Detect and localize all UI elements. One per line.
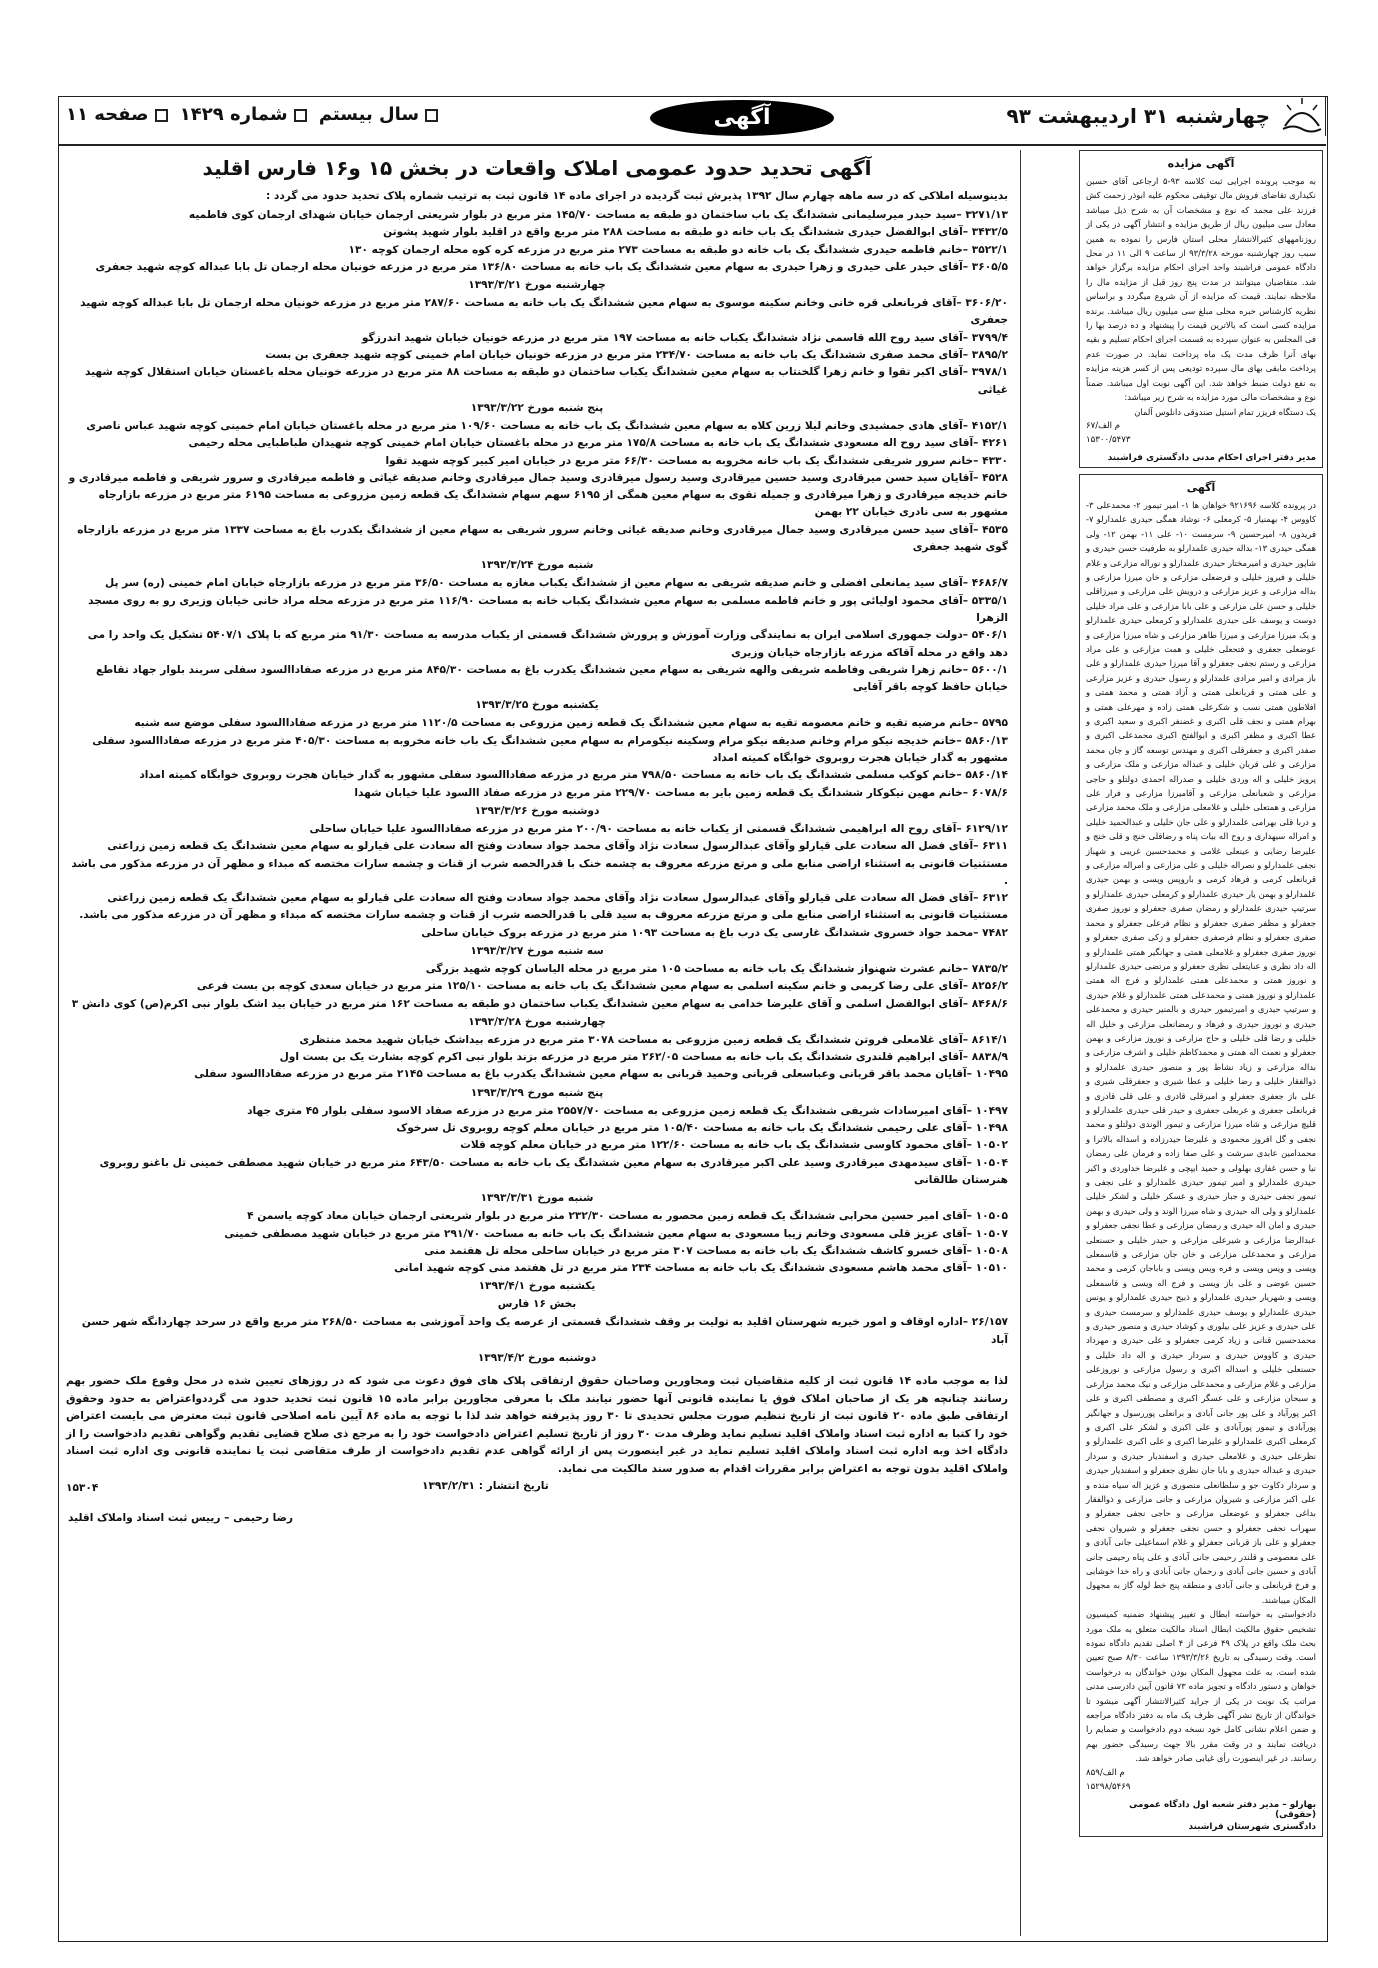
property-entry: ۳۴۳۲/۵ –آقای ابوالفضل حیدری ششدانگ یک باب خانه دو طبقه به مساحت ۲۸۸ متر مربع واقع در اقلید بلوار شهید پشوتن <box>383 226 1008 239</box>
property-entry: ۱۰۵۰۵ –آقای امیر حسین محرابی ششدانگ یک قطعه زمین محصور به مساحت ۲۳۲/۳۰ متر مربع در بلوار شریعتی ارجمان خیابان معاد کوچه یاسمن ۴ <box>247 1210 1008 1223</box>
property-entry: ۳۶۰۵/۵ –آقای حیدر علی حیدری و زهرا حیدری به سهام معین ششدانگ یک باب خانه به مساحت ۱۳۶/۸۰ متر مربع در مزرعه خونیان محله ارجمان تل بابا عبداله کوچه شهید جعفری <box>95 260 1008 273</box>
sun-logo-icon <box>1279 96 1325 136</box>
property-entry: ۱۰۴۹۷ –آقای امیرسادات شریفی ششدانگ یک قطعه زمین مزروعی به مساحت ۲۵۵۷/۷۰ متر مربع در مزرعه صفاد الاسود سفلی بلوار ۴۵ متری جهاد <box>247 1104 1008 1117</box>
court-notice <box>1079 474 1323 1837</box>
session-date-heading: شنبه مورخ ۱۳۹۳/۳/۳۱ <box>480 1192 594 1205</box>
auction-title: آگهی مزایده <box>1167 157 1235 170</box>
issue-year: سال بیستم <box>318 104 420 125</box>
property-entry: ۴۵۳۵ –آقای سید حسن میرقادری وسید جمال میرقادری وخانم صدیقه غیاثی وخانم سرور شریفی به سهام معین از ششدانگ یکدرب باغ به مساحت ۱۳۳۷ متر مربع در مزرعه بازارجاه گوی شهید جعفری <box>77 523 1008 554</box>
page-number: صفحه ۱۱ <box>66 104 149 125</box>
main-ad-intro: بدینوسیله املاکی که در سه ماهه چهارم سال ۱۳۹۲ پذیرش ثبت گردیده در اجرای ماده ۱۴ قانون ثبت به ترتیب شماره پلاک تحدید حدود می گردد : <box>265 190 1008 202</box>
main-ad-footer <box>62 1478 1012 1540</box>
property-entry: ۶۰۷۸/۶ –خانم مهین نیکوکار ششدانگ یک قطعه زمین بایر به مساحت ۲۲۹/۷۰ متر مربع در مزرعه صفاد االسود علیا خیابان شهدا <box>354 786 1008 799</box>
court-notice-signature: بهارلو – مدیر دفتر شعبه اول دادگاه عمومی (حقوقی) <box>1129 1799 1316 1820</box>
main-ad-closing: لذا به موجب ماده ۱۴ قانون ثبت از کلیه متقاضیان ثبت ومجاورین وصاحبان حقوق ارتفاقی پلاک های فوق دعوت می شود که در روزهای تعیین شده در محل وقوع ملک حضور بهم رسانند چنانچه هر یک از صاحبان املاک فوق یا نماینده قانونی آنها حضور نیابند ملک با معرفی مجاورین برابر ماده ۱۵ قانون ثبت تحدید حدود می گرددواعتراض به حدود وحقوق ارتفاقی طبق ماده ۲۰ قانون ثبت از تاریخ تنظیم صورت مجلس تحدیدی تا ۳۰ روز پذیرفته خواهد شد لذا با توجه به ماده ۸۶ آیین نامه اصلاحی قانون ثبت معترض می بایست اعتراض خود را کتبا به اداره ثبت اسناد واملاک اقلید تسلیم نماید وظرف مدت ۳۰ روز از تاریخ تسلیم اعتراض دادخواست خود را به مرجع ذی صلاح قضایی تقدیم وگواهی تقدیم دادخواست را از دادگاه اخذ وبه اداره ثبت اسناد واملاک اقلید تسلیم نماید در غیر اینصورت پس از ارائه گواهی عدم تقدیم دادخواست از طرف متقاضی ثبت یا نماینده قانونی وی اداره ثبت اسناد واملاک اقلید بدون توجه به اعتراض برابر مقررات اقدام به صدور سند مالکیت می نماید. <box>66 1375 1009 1475</box>
property-entry: ۱۰۵۰۲ –آقای محمود کاوسی ششدانگ یک باب خانه به مساحت ۱۲۲/۶۰ متر مربع در خیابان معلم کوچه قلات <box>460 1139 1008 1152</box>
column-divider <box>1020 150 1021 1936</box>
court-notice-parties: در پرونده کلاسه ۹۲۱۶۹۶ خواهان ها ۱- امیر تیمور ۲- محمدعلی ۳- کاووس ۴- بهمنیار ۵- کرمعلی ۶- نوشاد همگی حیدری علمدارلو ۷- فریدون ۸- امیرحسین ۹- سرمست ۱۰- علی ۱۱- بهمن ۱۲- ولی همگی حیدری ۱۳- بداله حیدری علمدارلو به طرفیت حسن حیدری و شاپور حیدری و امیرمختار حیدری علمدارلو و نوراله مزارعی و غلام خلیلی و فیروز خلیلی و فرضعلی مزارعی و خان میرزا مزارعی و بداله مزارعی و عزیز مزارعی و درویش علی مزارعی و میرزاقلی خلیلی و حسن علی مزارعی و علی بابا مزارعی و علی مراد خلیلی دوست و یوسف علی حیدری علمدارلو و کرمعلی حیدری علمدارلو و یک میرزا مزارعی و میرزا طاهر مزارعی و شاه میرزا مزارعی و عوضعلی جعفری و فتحعلی خلیلی و همت مزارعی و علی مراد مزارعی و رستم نجفی جعفرلو و آقا میرزا حیدری علمدارلو و علی باز مرادی و امیر مرادی علمدارلو و رسول حیدری و عزیز مزارعی و علی همتی و قربانعلی همتی و آزاد همتی و محمد همتی و افلاطون همتی نسب و شکرعلی همتی زاده و مهرعلی همتی و بهرام همتی و نجف قلی اکبری و غضنفر اکبری و سعید اکبری و عطا اکبری و مظفر اکبری و ابوالفتح اکبری محمدعلی اکبری و صفدر اکبری و جعفرقلی اکبری و مهندس توسعه گاز و جان محمد مزارعی و علی قربان خلیلی و عبداله مزارعی و ملک مزارعی و پرویز خلیلی و اله وردی خلیلی و صدراله احمدی دولتلو و حاجی مزارعی و شعبانعلی مزارعی و آقامیرزا مزارعی و فرار علی مزارعی و همتعلی خلیلی و غلامعلی مزارعی و ملک محمد مزارعی و دربا قلی بهرامی علمدارلو و علی جان خلیلی و عبدالحمید خلیلی و امراله سیهداری و روح اله بیات پناه و رضاقلی خنج و قلی خنج و علیرضا رضایی و عینعلی غلامی و محمدحسین غریبی و شهباز نجفی علمدارلو و نصراله خلیلی و علی مزارعی و امراله مزارعی و قربانعلی کرمی و فرهاد کرمی و باروپس وپسی و بهمن حیدری علمدارلو و بهمن یار حیدری علمدارلو و کرمعلی حیدری علمدارلو و سرتیپ حیدری علمدارلو و رمضان صفری جعفرلو و نوروز صفری جعفرلو و مظفر صفری جعفرلو و نظام فرعلی جعفرلو و محمد صفری جعفرلو و نظام فرصفری جعفرلو و زکی صفری جعفرلو و نوروز صفری جعفرلو و غلامعلی همتی و جهانگیر همتی علمدارلو و اله داد نظری و عنایتعلی نظری جعفرلو و مرتضی حیدری علمدارلو و نوروز همتی و محمدعلی همتی علمدارلو و فرج اله همتی علمدارلو و نوروز همتی و محمدعلی همتی علمدارلو و غلام حیدری و سرتیپ حیدری و امیرتیمور حیدری و بالمنیر حیدری و محمدعلی حیدری و نوروز حیدری و فرهاد و رمضانعلی مزارعی و خلیل اله خلیلی و رضا قلی خلیلی و حاج مزارعی و نوروز مزارعی و بهمن جعفرلو و نعمت اله همتی و محمدکاظم خلیلی و اشرف مزارعی و بداله مزارعی و زیاد نشاط پور و منصور حیدری علمدارلو و ذوالفقار خلیلی و رضا خلیلی و عطا شیری و جعفرقلی شیری و علی باز جعفری جعفرلو و امیرقلی قادری و علی قلی قادری و قربانعلی جعفری و عربعلی جعفری و حیدر قلی حیدری علمدارلو و قلیچ مزارعی و شاه میرزا مزارعی و تیمور الوندی دولتلو و محمد نجفی و گل افروز محمودی و علیرضا حیدرزاده و اسداله بالاترا و محمدامین عابدی سرشت و علی صفا زاده و فرمان علی رمضان نیا و حسن غفاری بهلولی و حمید ایپچی و علیرضا خداوردی و اکبر حیدری علمدارلو و امیر تیمور حیدری علمدارلو و علی نجفی و تیمور نجفی حیدری و جبار حیدری و عسکر خلیلی و لشکر خلیلی علمدارلو و ولی اله حیدری و شاه میرزا الوند و ولی حیدری و بهمن حیدری و امان اله حیدری و رمضان مزارعی و عطا نجفی جعفرلو و عبدالرضا مزارعی و شیرعلی مزارعی و حیدر خلیلی و حسنعلی مزارعی و محمدعلی مزارعی و خان جان مزارعی و قاسمعلی ویسی و ویس ویسی و فره ویس ویسی و باباجان کرمی و محمد حسین عوضی و علی باز ویسی و فرج اله ویسی و قاسمعلی ویسی و شهریار حیدری علمدارلو و ذبیح حیدری علمدارلو و یونس حیدری علمدارلو و یوسف حیدری علمدارلو و سرمست حیدری و علی حیدری و عزیز علی بیلوری و کوشاد حیدری و منصور حیدری و محمدحسین قنانی و زیاد کرمی جعفرلو و علی حیدری و مهرداد حیدری و کاووس حیدری و سردار حیدری و اله داد خلیلی و حسنعلی خلیلی و اسداله اکبری و رسول مزارعی و نوروزعلی مزارعی و غلام مزارعی و محمدعلی مزارعی و نیک محمد مزارعی و سبحان مزارعی و علی عسگر اکبری و مصطفی اکبری و علی اکبر پورآباد و علی پور جانی آبادی و برانعلی پوررسول و جهانگیر پورآبادی و تیمور پورآبادی و علی اکبری و لشکر علی اکبری و کرمعلی اکبری علمدارلو و علیرضا اکبری و علی اکبری علمدارلو و نظرعلی حیدری و غلامعلی حیدری و اسفندیار حیدری و سردار حیدری و عبداله حیدری و بابا جان نظری جعفرلو و اسفندیار حیدری و سردار دکاوت جو و سلطانعلی منصوری و عزیز اله سیاه منده و علی اکبر مزارعی و شیروان مزارعی و جانی مزارعی و ذوالفقار بداغی جعفرلو و عوضعلی مزارعی و حاجی نجفی جعفرلو و سهراب نجفی جعفرلو و حسن نجفی جعفرلو و شیروان نجفی جعفرلو و علی باز قربانی جعفرلو و غلام اسماعیلی جانی آبادی و علی معصومی و قلندر رحیمی جانی آبادی و علی پناه رحیمی جانی آبادی و حسین جانی آبادی و رحمان جانی آبادی و راه خدا خوشابی و فرخ قربانعلی و جانی آبادی و منطقه پنج خط لوله گاز به مجهول المکان میباشند. <box>1086 499 1317 1605</box>
square-bullet-icon <box>294 109 307 122</box>
main-advertisement <box>62 150 1012 1936</box>
property-entry: ۳۶۰۶/۲۰ –آقای قربانعلی قره خانی وخانم سکینه موسوی به سهام معین ششدانگ یک باب خانه به مساحت ۲۸۷/۶۰ متر مربع در مزرعه خونیان محله ارجمان تل بابا عبداله کوچه شهید جعفری <box>80 297 1008 327</box>
issue-date: چهارشنبه ۳۱ اردیبهشت ۹۳ <box>1006 104 1270 128</box>
session-date-heading: دوشنبه مورخ ۱۳۹۳/۴/۲ <box>477 1352 597 1365</box>
property-entry: ۱۰۴۹۵ –آقایان محمد باقر قربانی وعباسعلی قربانی وحمید قربانی به سهام معین ششدانگ یکدرب باغ به مساحت ۲۱۴۵ متر مربع در مزرعه صفاداالسود سفلی <box>194 1068 1008 1081</box>
property-entry: ۴۲۶۱ –آقای سید روح اله مسعودی ششدانگ یک باب خانه به مساحت ۱۷۵/۸ متر مربع در محله باغستان خیابان امام خمینی کوچه شهیدان طباطبایی محله رحیمی <box>188 437 1008 450</box>
property-entry: ۵۸۶۰/۱۴ –خانم کوکب مسلمی ششدانگ یک باب خانه به مساحت ۷۹۸/۵۰ متر مربع در مزرعه صفاداالسود سفلی مشهور به گدار خیابان هجرت روبروی خوابگاه کمیته امداد <box>139 769 1008 782</box>
property-entry: ۶۳۱۲ –آقای فضل اله سعادت علی قیارلو وآقای عبدالرسول سعادت نژاد وآقای محمد جواد سعادت وفتح اله سعادت علی قیارلو به سهام معین ششدانگ یک قطعه زمین زراعتی مستثنیات قانونی به استثناء اراضی منابع ملی و مرتع مزرعه معروف به سید قلی با قدرالحصه شرب از قنات و چشمه سارات مختصه که مبداء و مظهر آن در مزرعه مذکور می باشد. <box>79 892 1008 922</box>
property-entry: ۲۶/۱۵۷ –اداره اوقاف و امور خیریه شهرستان اقلید به تولیت بر وقف ششدانگ قسمتی از عرصه یک واحد آموزشی به مساحت ۲۶۸/۵۰ متر مربع واقع در سرحد چهاردانگه شهر حسن آباد <box>81 1316 1008 1346</box>
page-header <box>58 96 1326 142</box>
court-notice-ref-2: ۱۵۲۹۸/۵۴۶۹ <box>1086 1781 1131 1792</box>
session-date-heading: بخش ۱۶ فارس <box>497 1298 577 1311</box>
property-entry: ۶۱۲۹/۱۲ –آقای روح اله ابراهیمی ششدانگ قسمتی از یکباب خانه به مساحت ۲۰۰/۹۰ متر مربع در مزرعه صفاداالسود علیا خیابان ساحلی <box>309 822 1008 835</box>
property-entry: ۵۷۹۵ –خانم مرضیه تقیه و خانم معصومه تقیه به سهام معین ششدانگ یک قطعه زمین مزروعی به مساحت ۱۱۲۰/۵ متر مربع در مزرعه صفاداالسود سفلی موضع سه شنبه <box>134 717 1008 730</box>
property-entry: ۴۶۸۶/۷ –آقای سید یمانعلی افضلی و خانم صدیقه شریفی به سهام معین از ششدانگ یکباب مغازه به مساحت ۳۶/۵۰ متر مربع در مزرعه بازارجاه خیابان امام خمینی (ره) سر پل <box>105 577 1008 590</box>
property-entry: ۷۸۳۵/۲ –خانم عشرت شهنواز ششدانگ یک باب خانه به مساحت ۱۰۵ متر مربع در محله الیاسان کوچه شهید بزرگی <box>425 962 1008 975</box>
property-entry: ۳۵۲۲/۱ –خانم فاطمه حیدری ششدانگ یک باب خانه دو طبقه به مساحت ۲۷۳ متر مربع در مزرعه کره کوه محله ارجمان کوچه ۱۳۰ <box>348 243 1008 256</box>
side-column <box>1079 150 1323 1936</box>
property-list <box>62 207 1012 1367</box>
property-entry: ۳۷۹۹/۴ –آقای سید روح الله قاسمی نژاد ششدانگ یکباب خانه به مساحت ۱۹۷ متر مربع در مزرعه خونیان خیابان شهید اندرزگو <box>361 331 1008 344</box>
session-date-heading: سه شنبه مورخ ۱۳۹۳/۳/۲۷ <box>470 944 604 957</box>
property-entry: ۱۰۵۰۸ –آقای خسرو کاشف ششدانگ یک باب خانه به مساحت ۳۰۷ متر مربع در خیابان ساحلی محله تل هفتمد منی <box>424 1244 1008 1257</box>
property-entry: ۸۴۶۸/۶ –آقای ابوالفضل اسلمی و آقای علیرضا خدامی به سهام معین ششدانگ یکباب ساختمان دو طبقه به مساحت ۱۶۲ متر مربع در خیابان بید اشک بلوار نبی اکرم(ص) کوی دانش ۳ <box>71 997 1008 1010</box>
newspaper-logo <box>1279 96 1326 136</box>
auction-ref-1: ۶۷/م الف <box>1086 420 1121 431</box>
session-date-heading: شنبه مورخ ۱۳۹۳/۳/۲۴ <box>480 559 594 572</box>
property-entry: ۵۸۶۰/۱۳ –خانم خدیجه نیکو مرام وخانم صدیقه نیکو مرام وسکینه نیکومرام به سهام معین ششدانگ یک باب خانه مخروبه به مساحت ۴۰۵/۳۰ متر مربع در مزرعه صفاداالسود سفلی مشهور به گدار خیابان هجرت روبروی خوابگاه کمیته امداد <box>92 734 1008 765</box>
session-date-heading: یکشنبه مورخ ۱۳۹۳/۴/۱ <box>478 1280 596 1293</box>
property-entry: ۳۸۹۵/۲ –آقای محمد صفری ششدانگ یک باب خانه به مساحت ۲۳۴/۷۰ متر مربع در مزرعه خونیان خیابان امام خمینی کوچه شهید جعفری بن بست <box>265 349 1008 362</box>
property-entry: ۳۲۷۱/۱۳ –سید حیدر میرسلیمانی ششدانگ یک باب ساختمان دو طبقه به مساحت ۱۴۵/۷۰ متر مربع در بلوار شریعتی ارجمان خیابان شهدای ارجمان کوی فاطمیه <box>188 209 1008 221</box>
property-entry: ۱۰۵۰۷ –آقای عزیز قلی مسعودی وخانم زیبا مسعودی به سهام معین ششدانگ یک باب خانه به مساحت ۲۹۱/۷۰ متر مربع در خیابان شهید مصطفی خمینی <box>224 1227 1008 1240</box>
auction-ref-2: ۱۵۳۰۰/۵۴۷۳ <box>1086 434 1131 445</box>
property-entry: ۴۱۵۲/۱ –آقای هادی جمشیدی وخانم لیلا زرین کلاه به سهام معین ششدانگ یک باب خانه به مساحت ۱۰۹/۶۰ متر مربع در محله باغستان خیابان امام خمینی کوچه شهید عباس ناصری <box>86 419 1008 432</box>
court-notice-title: آگهی <box>1186 480 1216 494</box>
property-entry: ۵۶۰۰/۱ –خانم زهرا شریفی وفاطمه شریفی والهه شریفی به سهام معین ششدانگ یکدرب باغ به مساحت ۸۴۵/۳۰ متر مربع در مزرعه صفاداالسود سفلی سربند بلوار جهاد تقاطع خیابان حافظ کوچه باقر آقایی <box>96 663 1008 694</box>
property-entry: ۸۶۱۴/۱ –آقای غلامعلی فروتن ششدانگ یک قطعه زمین مزروعی به مساحت ۳۰۷۸ متر مربع در مزرعه بیداشک خیابان شهید محمد منتظری <box>299 1033 1008 1046</box>
property-entry: ۴۵۲۸ –آقایان سید حسن میرقادری وسید حسین میرقادری وسید رسول میرقادری وسید جمال میرقادری وخانم صدیقه غیاثی و فاطمه میرقادری و سرور شریفی و فاطمه میرقادری و خانم خدیجه میرقادری و زهرا میرقادری و جمیله تقوی به سهام معین همگی از ۶۱۹۵ سهم سهام ششدانگ یک قطعه زمین مزروعی به مساحت ۶۱۹۵ متر مربع در مزرعه بازارجاه مشهور به سی نادری خیابان ۲۲ بهمن <box>68 471 1008 519</box>
auction-signature: مدیر دفتر اجرای احکام مدنی دادگستری فراشبند <box>1107 452 1316 463</box>
property-entry: ۵۴۰۶/۱ –دولت جمهوری اسلامی ایران به نمایندگی وزارت آموزش و پرورش ششدانگ قسمتی از یکباب مدرسه به مساحت ۹۱/۳۰ متر مربع که با پلاک ۵۴۰۷/۱ تشکیل یک واحد را می دهد واقع در محله آقاکه مزرعه بازارجاه خیابان وزیری <box>87 629 1008 659</box>
auction-notice <box>1079 150 1323 468</box>
issue-info <box>66 104 444 125</box>
main-ad-publish-date: تاریخ انتشار : ۱۳۹۳/۲/۳۱ <box>422 1480 549 1493</box>
property-entry: ۸۲۵۶/۲ –آقای علی رضا کریمی و خانم سکینه اسلمی به سهام معین ششدانگ یک باب خانه به مساحت ۱۲۵/۱۰ متر مربع در خیابان سعدی کوچه بن بست فرعی <box>196 980 1008 993</box>
property-entry: ۱۰۴۹۸ –آقای علی رحیمی ششدانگ یک باب خانه به مساحت ۱۰۵/۴۰ متر مربع در خیابان معلم کوچه روبروی تل سرخوک <box>396 1122 1008 1135</box>
property-entry: ۶۳۱۱ –آقای فضل اله سعادت علی قیارلو وآقای عبدالرسول سعادت نژاد وآقای محمد جواد سعادت وفتح اله سعادت علی قیارلو به سهام معین ششدانگ یک قطعه زمین زراعتی مستثنیات قانونی به استثناء اراضی منابع ملی و مرتع مزرعه معروف به چشمه خنک با قدرالحصه شرب از قنات و چشمه سارات مختصه که مبداء و مظهر آن در مزرعه مذکور می باشد . <box>71 840 1008 887</box>
auction-item: یک دستگاه فریزر تمام استیل صندوقی دانلوس آلمان <box>1134 406 1316 417</box>
property-entry: ۴۳۳۰ –خانم سرور شریفی ششدانگ یک باب خانه مخروبه به مساحت ۶۶/۳۰ متر مربع در خیابان امیر کبیر کوچه شهید تقوا <box>385 454 1008 467</box>
property-entry: ۸۸۳۸/۹ –آقای ابراهیم قلندری ششدانگ یک باب خانه به مساحت ۲۶۲/۰۵ متر مربع در مزرعه بزند بلوار نبی اکرم کوچه بشارت یک بن بست اول <box>279 1051 1008 1064</box>
square-bullet-icon <box>155 109 168 122</box>
court-notice-office: دادگستری شهرستان فراشبند <box>1188 1821 1316 1832</box>
session-date-heading: پنج شنبه مورخ ۱۳۹۳/۳/۲۲ <box>470 401 604 414</box>
session-date-heading: دوشنبه مورخ ۱۳۹۳/۳/۲۶ <box>474 804 600 817</box>
property-entry: ۳۹۷۸/۱ –آقای اکبر تقوا و خانم زهرا گلخنتاب به سهام معین ششدانگ یکباب ساختمان دو طبقه به مساحت ۸۸ متر مربع در مزرعه خونیان محله باغستان خیابان استقلال کوچه شهید غیاثی <box>84 366 1008 396</box>
section-badge: آگهی <box>650 100 834 136</box>
main-ad-signature: رضا رحیمی – رییس ثبت اسناد واملاک اقلید <box>68 1512 293 1525</box>
square-bullet-icon <box>425 109 438 122</box>
property-entry: ۱۰۵۱۰ –آقای محمد هاشم مسعودی ششدانگ یک باب خانه به مساحت ۲۳۴ متر مربع در تل هفتمد منی کوچه شهید امانی <box>394 1262 1008 1275</box>
header-divider <box>58 144 1326 146</box>
auction-text: به موجب پرونده اجرایی ثبت کلاسه ۹۳-۵ ارجاعی آقای حسین نکیداری تقاضای فروش مال توقیفی محکوم علیه ابوذر زحمت کش فرزند علی محمد که نوع و مشخصات آن به شرح ذیل میباشد معادل سی میلیون ریال از طریق مزایده و انتشار آگهی در یکی از روزنامههای کثیرالانتشار محلی استان فارس را نموده به همین سبب روز چهارشنبه مورخه ۹۳/۳/۲۸ از ساعت ۹ الی ۱۱ در محل دادگاه عمومی فراشبند واحد اجرای احکام مزایده برگزار خواهد شد. متقاضیان میتوانند در مدت پنج روز قبل از مزایده مال را ملاحظه نمایند. قیمت که مزایده از آن شروع میگردد و براساس نظریه کارشناس خبره محلی مبلغ سی میلیون ریال میباشد. برنده مزایده کسی است که بالاترین قیمت را پیشنهاد و ده درصد بها را فی المجلس به عنوان سپرده به قسمت اجرای احکام تسلیم و بقیه بهای آنرا ظرف مدت یک ماه پرداخت نماید. در صورت عدم پرداخت مابقی بهای مال سپرده تودیعی پس از کسر هزینه مزایده به نفع دولت ضبط خواهد شد. این آگهی نوبت اول میباشد. ضمناً نوع و مشخصات مالی مورد مزایده به شرح زیر میباشد: <box>1086 176 1316 403</box>
main-ad-title: آگهی تحدید حدود عمومی املاک واقعات در بخش ۱۵ و۱۶ فارس اقلید <box>202 156 872 180</box>
property-entry: ۵۳۳۵/۱ –آقای محمود اولیائی پور و خانم فاطمه مسلمی به سهام معین ششدانگ یکباب خانه به مساحت ۱۱۶/۹۰ متر مربع در مزرعه محله مراد خانی خیابان وزیری رو به روی مسجد الزهرا <box>88 594 1008 624</box>
main-ad-ref-number: ۱۵۳۰۴ <box>66 1482 99 1495</box>
property-entry: ۱۰۵۰۴ –آقای سیدمهدی میرقادری وسید علی اکبر میرقادری به سهام معین ششدانگ یک باب خانه به مساحت ۶۴۳/۵۰ متر مربع در خیابان شهید مصطفی خمینی تل باغنو روبروی هنرستان طالقانی <box>99 1156 1008 1186</box>
property-entry: ۷۴۸۲ –محمد جواد خسروی ششدانگ غارسی یک درب باغ به مساحت ۱۰۹۳ متر مربع در مزرعه بروک خیابان ساحلی <box>421 926 1008 939</box>
court-notice-ref-1: ۸۵۹/م الف <box>1086 1767 1125 1778</box>
session-date-heading: پنج شنبه مورخ ۱۳۹۳/۳/۲۹ <box>470 1086 604 1099</box>
session-date-heading: چهارشنبه مورخ ۱۳۹۳/۳/۲۸ <box>468 1015 606 1028</box>
session-date-heading: یکشنبه مورخ ۱۳۹۳/۳/۲۵ <box>475 699 599 712</box>
court-notice-body: دادخواستی به خواسته ابطال و تغییر پیشنهاد ضمنیه کمیسیون تشخیص حقوق مالکیت ابطال اسناد مالکیت متعلق به ملک مورد بحث ملک واقع در پلاک ۴۹ فرعی از ۴ اصلی تقدیم دادگاه نموده است. وقت رسیدگی به تاریخ ۱۳۹۳/۳/۲۶ ساعت ۸/۳۰ صبح تعیین شده است. به علت مجهول المکان بودن خواندگان به درخواست خواهان و دستور دادگاه و تجویز ماده ۷۳ قانون آیین دادرسی مدنی مراتب یک نوبت در یکی از جراید کثیرالانتشار آگهی میشود تا خواندگان از تاریخ نشر آگهی ظرف یک ماه به دفتر دادگاه مراجعه و ضمن اعلام نشانی کامل خود نسخه دوم دادخواست و ضمایم را دریافت نمایند و در وقت مقرر بالا جهت رسیدگی حضور بهم رسانند. در غیر اینصورت رأی غیابی صادر خواهد شد. <box>1086 1609 1317 1764</box>
issue-number: شماره ۱۴۲۹ <box>179 104 288 125</box>
session-date-heading: چهارشنبه مورخ ۱۳۹۳/۳/۲۱ <box>468 279 606 292</box>
